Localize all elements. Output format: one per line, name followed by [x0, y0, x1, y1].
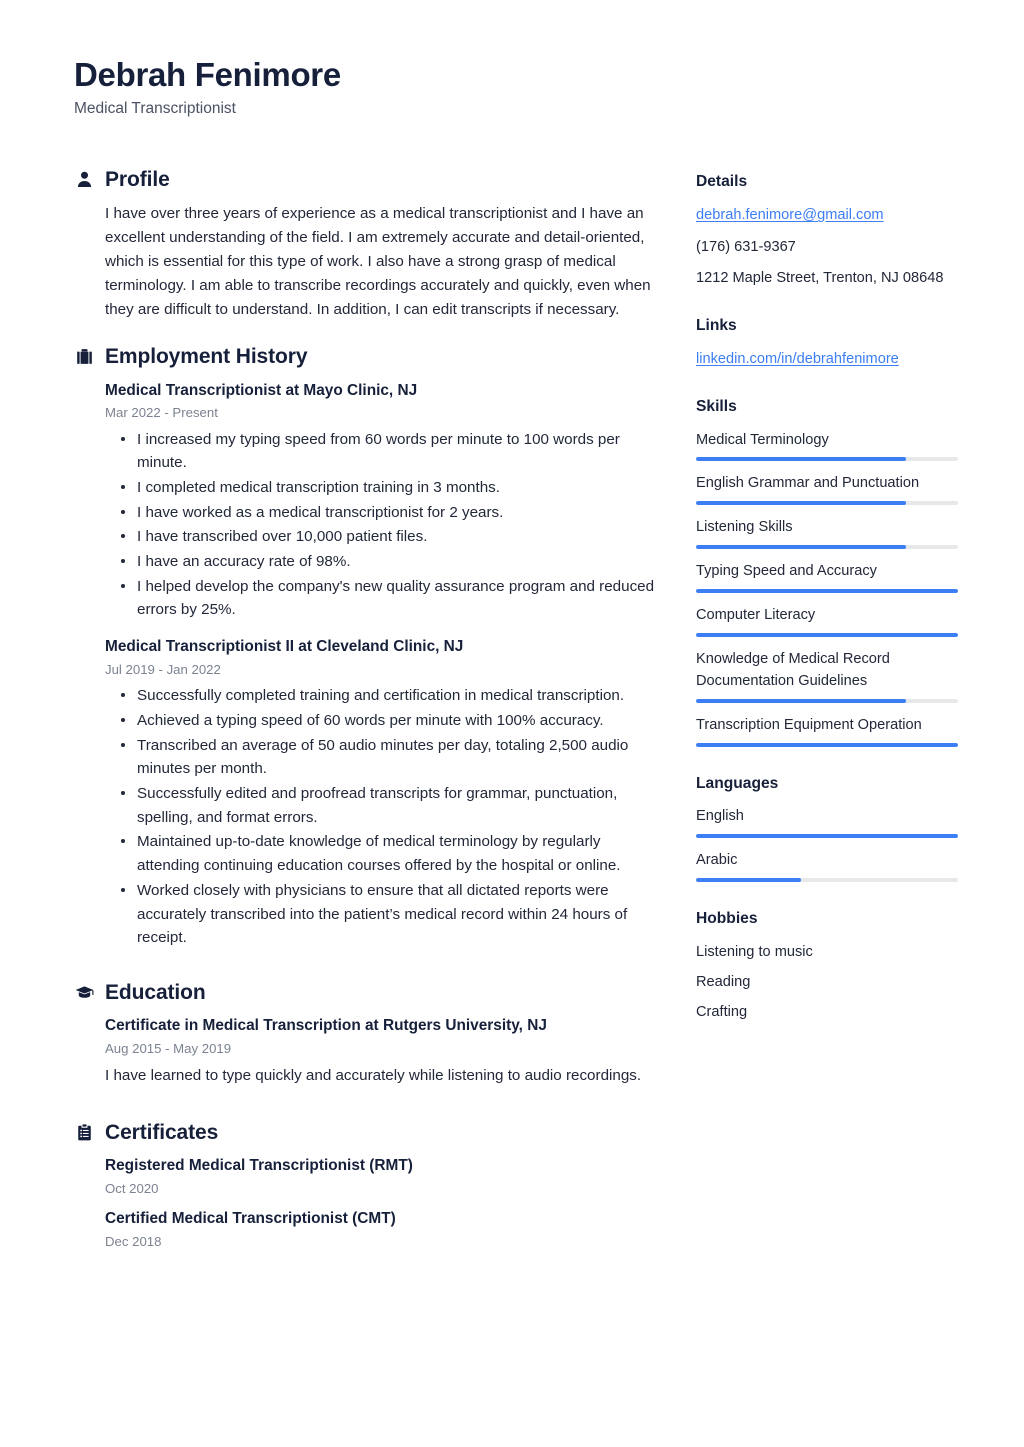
- entry-title: Certified Medical Transcriptionist (CMT): [105, 1210, 396, 1228]
- resume-columns: [74, 167, 960, 1273]
- section-title-certificates: Certificates: [105, 1121, 219, 1145]
- bullet-item: Transcribed an average of 50 audio minutes per day, totaling 2,500 audio minutes per month.: [135, 734, 662, 781]
- skill-rating-fill: [696, 589, 958, 593]
- entry-date: Oct 2020: [105, 1181, 159, 1197]
- section-header-education: [74, 980, 662, 1005]
- education-entry: [105, 1015, 662, 1088]
- language-rating-track: [696, 834, 958, 838]
- skill-rating-fill: [696, 545, 906, 549]
- sidebar-block-links: [696, 316, 958, 370]
- sidebar-block-details: [696, 172, 958, 289]
- language-label: English: [696, 807, 744, 824]
- linkedin-link[interactable]: linkedin.com/in/debrahfenimore: [696, 351, 899, 368]
- section-body-education: [74, 1015, 662, 1088]
- skill-item: [696, 605, 958, 637]
- section-certificates: [74, 1120, 662, 1251]
- certificate-entry: [105, 1155, 662, 1198]
- section-header-employment: [74, 344, 662, 369]
- profile-text: I have over three years of experience as a medical transcriptionist and I have an excellent understanding of the field. I am extremely accurate and detail-oriented, which is essential for this type of work. I also have a strong grasp of medical terminology. I am able to transcribe recordings accurately and quickly, even when they are difficult to understand. In addition, I can edit transcripts if necessary.: [105, 205, 651, 319]
- briefcase-icon: [74, 347, 94, 367]
- skill-item: [696, 649, 958, 703]
- sidebar-block-languages: [696, 774, 958, 882]
- skill-rating-fill: [696, 699, 906, 703]
- entry-date: Jul 2019 - Jan 2022: [105, 662, 221, 678]
- skill-rating-track: [696, 501, 958, 505]
- skill-label: Medical Terminology: [696, 431, 829, 448]
- entry-title: Medical Transcriptionist at Mayo Clinic, NJ: [105, 381, 418, 399]
- entry-date: Dec 2018: [105, 1234, 162, 1250]
- certificate-entry: [105, 1208, 662, 1251]
- entry-title: Certificate in Medical Transcription at Rutgers University, NJ: [105, 1017, 547, 1035]
- bullet-item: I helped develop the company's new quality assurance program and reduced errors by 25%.: [135, 575, 662, 622]
- bullet-item: Achieved a typing speed of 60 words per minute with 100% accuracy.: [135, 709, 662, 733]
- section-body-certificates: [74, 1155, 662, 1251]
- sidebar-title-links: Links: [696, 316, 737, 334]
- sidebar-title-details: Details: [696, 173, 748, 191]
- skill-label: Knowledge of Medical Record Documentation Guidelines: [696, 651, 890, 689]
- skill-rating-track: [696, 699, 958, 703]
- section-header-profile: [74, 167, 662, 192]
- skill-item: [696, 473, 958, 505]
- section-title-education: Education: [105, 980, 206, 1004]
- skill-rating-track: [696, 545, 958, 549]
- skill-rating-fill: [696, 501, 906, 505]
- employment-entry: [105, 636, 662, 950]
- skill-item: [696, 430, 958, 462]
- email-link[interactable]: debrah.fenimore@gmail.com: [696, 207, 884, 224]
- section-profile: [74, 167, 662, 322]
- employment-entry: [105, 380, 662, 623]
- sidebar-title-skills: Skills: [696, 398, 737, 416]
- skill-item: [696, 715, 958, 747]
- hobby-item: Reading: [696, 974, 751, 991]
- language-item: [696, 850, 958, 882]
- section-body-employment: [74, 380, 662, 950]
- language-item: [696, 806, 958, 838]
- sidebar-block-hobbies: [696, 909, 958, 1024]
- bullet-item: Successfully edited and proofread transcripts for grammar, punctuation, spelling, and format errors.: [135, 782, 662, 829]
- section-education: [74, 980, 662, 1088]
- entry-date: Mar 2022 - Present: [105, 405, 218, 421]
- sidebar-column: [696, 167, 958, 1050]
- entry-bullets: [105, 428, 662, 623]
- section-employment-history: [74, 344, 662, 950]
- skill-rating-fill: [696, 633, 958, 637]
- bullet-item: Maintained up-to-date knowledge of medical terminology by regularly attending continuing education courses offered by the hospital or online.: [135, 830, 662, 877]
- bullet-item: I have worked as a medical transcriptionist for 2 years.: [135, 501, 662, 525]
- skill-rating-fill: [696, 457, 906, 461]
- bullet-item: I completed medical transcription training in 3 months.: [135, 476, 662, 500]
- skill-label: English Grammar and Punctuation: [696, 475, 920, 492]
- phone-text: (176) 631-9367: [696, 238, 796, 255]
- skill-rating-fill: [696, 743, 958, 747]
- graduation-cap-icon: [74, 983, 94, 1003]
- sidebar-block-skills: [696, 397, 958, 746]
- section-body-profile: [74, 202, 662, 322]
- skill-label: Listening Skills: [696, 519, 793, 536]
- bullet-item: I increased my typing speed from 60 words per minute to 100 words per minute.: [135, 428, 662, 475]
- skill-label: Transcription Equipment Operation: [696, 716, 922, 733]
- entry-bullets: [105, 684, 662, 950]
- resume-header: [74, 56, 960, 119]
- section-title-profile: Profile: [105, 168, 170, 192]
- bullet-item: I have an accuracy rate of 98%.: [135, 550, 662, 574]
- page-title: Debrah Fenimore: [74, 56, 341, 93]
- language-label: Arabic: [696, 851, 738, 868]
- hobby-item: Listening to music: [696, 944, 813, 960]
- skill-rating-track: [696, 633, 958, 637]
- sidebar-title-hobbies: Hobbies: [696, 909, 758, 927]
- bullet-item: I have transcribed over 10,000 patient files.: [135, 525, 662, 549]
- bullet-item: Successfully completed training and certification in medical transcription.: [135, 684, 662, 708]
- language-rating-fill: [696, 878, 801, 882]
- entry-date: Aug 2015 - May 2019: [105, 1040, 232, 1056]
- bullet-item: Worked closely with physicians to ensure that all dictated reports were accurately transcribed into the patient’s medical record within 24 hours of receipt.: [135, 879, 662, 950]
- job-title: Medical Transcriptionist: [74, 99, 236, 117]
- section-title-employment: Employment History: [105, 345, 308, 369]
- section-header-certificates: [74, 1120, 662, 1145]
- entry-description: I have learned to type quickly and accurately while listening to audio recordings.: [105, 1067, 642, 1085]
- user-icon: [74, 170, 94, 190]
- clipboard-icon: [74, 1123, 94, 1143]
- skill-label: Typing Speed and Accuracy: [696, 563, 877, 580]
- entry-title: Registered Medical Transcriptionist (RMT): [105, 1157, 413, 1175]
- entry-title: Medical Transcriptionist II at Cleveland Clinic, NJ: [105, 638, 464, 656]
- sidebar-title-languages: Languages: [696, 774, 779, 792]
- main-column: [74, 167, 662, 1273]
- skill-rating-track: [696, 457, 958, 461]
- language-rating-fill: [696, 834, 958, 838]
- skill-rating-track: [696, 589, 958, 593]
- skill-label: Computer Literacy: [696, 607, 816, 624]
- hobby-item: Crafting: [696, 1004, 748, 1021]
- skill-item: [696, 517, 958, 549]
- language-rating-track: [696, 878, 958, 882]
- address-text: 1212 Maple Street, Trenton, NJ 08648: [696, 269, 944, 286]
- skill-item: [696, 561, 958, 593]
- skill-rating-track: [696, 743, 958, 747]
